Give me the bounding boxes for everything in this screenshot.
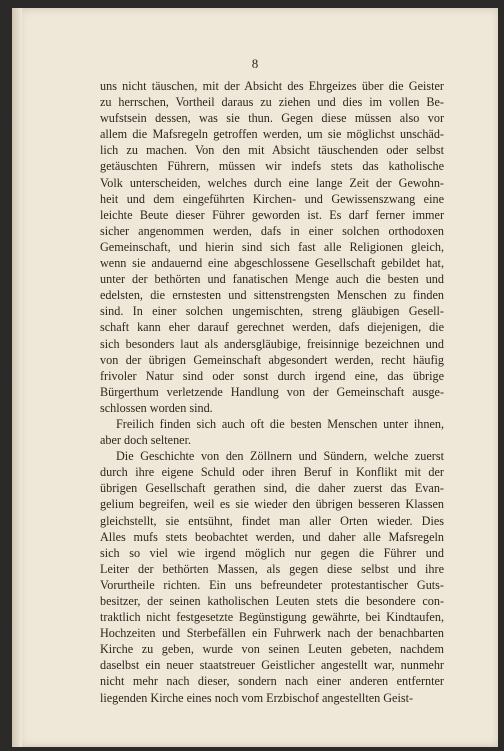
text-line: frivoler Natur sind oder sonst durch irgend eine, das übrige <box>100 368 444 383</box>
text-line: Vorurtheile richten. Ein uns befreundeter protestantischer Guts- <box>100 577 444 592</box>
paragraph <box>100 78 444 416</box>
text-line: leichte Beute dieser Führer geworden ist. Es darf ferner immer <box>100 207 444 222</box>
body-text <box>100 78 444 706</box>
text-line: Freilich finden sich auch oft die besten Menschen unter ihnen, <box>116 416 444 431</box>
text-line: getäuschten Führern, müssen wir indefs stets das katholische <box>100 159 444 174</box>
book-page <box>12 8 498 747</box>
text-line: übrigen Gesellschaft gerathen sind, die daher zuerst das Evan- <box>100 481 444 496</box>
text-line: uns nicht täuschen, mit der Absicht des Ehrgeizes über die Geister <box>100 79 444 93</box>
paragraph <box>100 416 444 448</box>
text-line: gelium begreifen, weil es sie wieder den übrigen besseren Klassen <box>100 497 444 512</box>
text-line: durch ihre eigene Schuld oder ihren Beruf in Konflikt mit der <box>100 465 444 480</box>
text-line: Alles mufs stets beobachtet werden, und daher alle Mafsregeln <box>100 529 444 544</box>
text-line: sich so viel wie irgend möglich nur gegen die Führer und <box>100 545 444 560</box>
text-line: aber doch seltener. <box>100 433 192 448</box>
text-line: edelsten, die ernstesten und sittenstrengsten Menschen zu finden <box>100 288 444 303</box>
text-line: Bürgerthum verletzende Handlung von der Gemeinschaft ausge- <box>100 384 444 399</box>
text-line: unter der bethörten und fanatischen Menge auch die besten und <box>100 272 444 287</box>
text-line: liegenden Kirche eines noch vom Erzbischof angestellten Geist- <box>100 690 414 705</box>
text-line: Leiter der bethörten Massen, als gegen diese selbst und ihre <box>100 561 444 576</box>
text-line: gleichstellt, sie entsühnt, findet man aller Orten wieder. Dies <box>100 513 444 528</box>
text-line: schaft kann eher darauf gerechnet werden, dafs diejenigen, die <box>100 320 444 335</box>
text-line: daselbst ein neuer staatstreuer Geistlicher angestellt war, nunmehr <box>100 658 444 673</box>
page-gutter-shadow <box>12 8 22 747</box>
text-line: allem die Mafsregeln getroffen werden, um sie möglichst unschäd- <box>100 127 444 142</box>
text-line: schlossen worden sind. <box>100 400 213 415</box>
text-line: Volk unterscheiden, welches durch eine lange Zeit der Gewohn- <box>100 175 444 190</box>
text-line: Die Geschichte von den Zöllnern und Sündern, welche zuerst <box>116 449 444 464</box>
text-line: sind. In einer solchen ungemischten, streng gläubigen Gesell- <box>100 304 444 319</box>
text-line: heit und dem eingeführten Kirchen- und Gewissenszwang eine <box>100 191 444 206</box>
paragraph <box>100 448 444 706</box>
text-line: Kirche zu geben, wurde von seinen Leuten gebeten, nachdem <box>100 642 444 657</box>
text-line: von der übrigen Gemeinschaft abgesondert werden, recht häufig <box>100 352 444 367</box>
text-line: Hochzeiten und Sterbefällen ein Fuhrwerk nach der benachbarten <box>100 626 444 641</box>
text-line: sicher angenommen werden, dafs in einer solchen orthodoxen <box>100 223 444 238</box>
text-line: lich zu machen. Von den mit Absicht täuschenden oder selbst <box>100 143 444 158</box>
text-line: zu herrschen, Vortheil daraus zu ziehen und dies im vollen Be- <box>100 95 444 110</box>
text-line: nicht mehr nach dieser, sondern nach einer anderen entfernter <box>100 674 444 689</box>
text-line: besitzer, der seinen katholischen Leuten stets die besondere con- <box>100 594 444 608</box>
text-line: wenn sie andauernd eine abgeschlossene Gesellschaft gebildet hat, <box>100 256 444 271</box>
text-line: sich besonders laut als andersgläubige, freisinnige bezeichnen und <box>100 336 444 351</box>
text-line: traktlich nicht festgesetzte Begünstigung gewährte, bei Kindtaufen, <box>100 610 444 625</box>
text-line: wufstsein dessen, was sie thun. Gegen diese müssen also vor <box>100 111 444 126</box>
text-line: Gemeinschaft, und hierin sind sich fast alle Religionen gleich, <box>100 239 444 254</box>
page-number: 8 <box>251 56 259 71</box>
